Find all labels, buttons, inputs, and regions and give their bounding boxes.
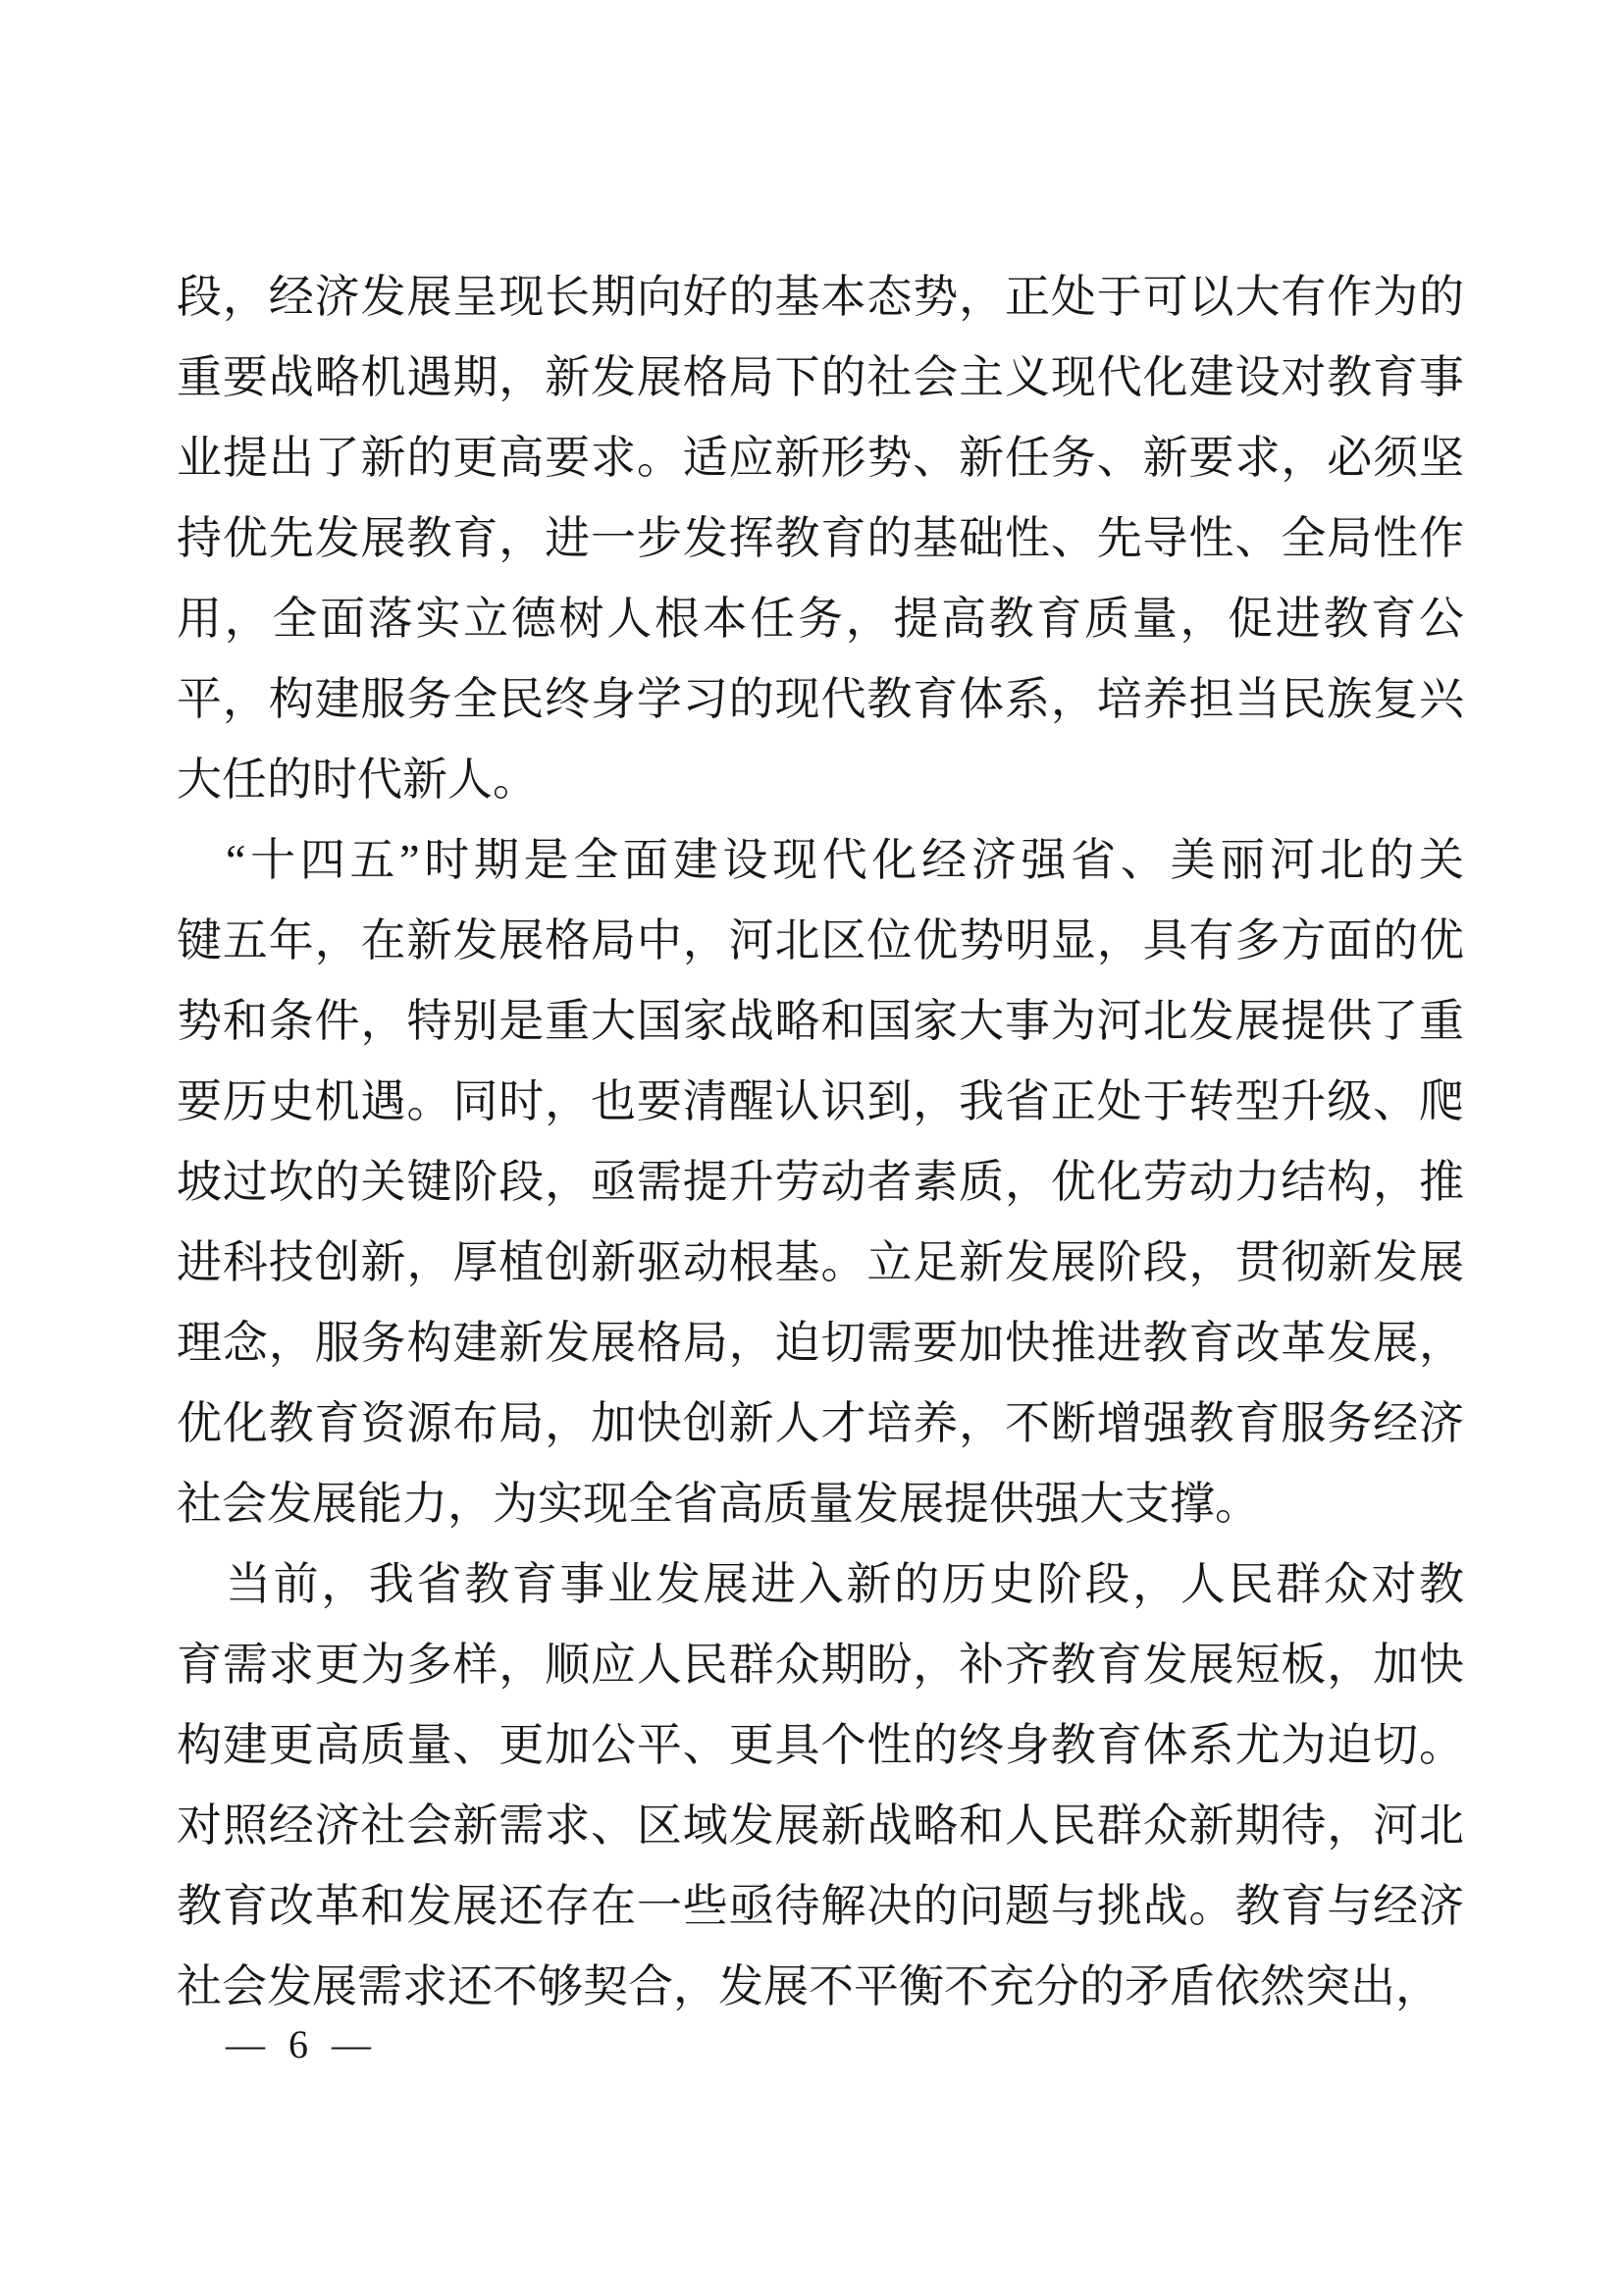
text-line: 业提出了新的更高要求。适应新形势、新任务、新要求，必须坚 [177,433,1464,483]
text-line: 对照经济社会新需求、区域发展新战略和人民群众新期待，河北 [177,1800,1464,1851]
text-line: 优化教育资源布局，加快创新人才培养，不断增强教育服务经济 [177,1398,1464,1448]
text-line: 育需求更为多样，顺应人民群众期盼，补齐教育发展短板，加快 [177,1640,1464,1690]
text-line: 平，构建服务全民终身学习的现代教育体系，培养担当民族复兴 [177,674,1464,724]
text-line: 势和条件，特别是重大国家战略和国家大事为河北发展提供了重 [177,996,1464,1046]
document-body [177,257,1464,2027]
text-line: 段，经济发展呈现长期向好的基本态势，正处于可以大有作为的 [177,272,1464,322]
text-line: 当前，我省教育事业发展进入新的历史阶段，人民群众对教 [226,1559,1464,1609]
text-line: 坡过坎的关键阶段，亟需提升劳动者素质，优化劳动力结构，推 [177,1157,1464,1207]
text-line: 用，全面落实立德树人根本任务，提高教育质量，促进教育公 [177,594,1464,644]
text-line: “十四五”时期是全面建设现代化经济强省、美丽河北的关 [226,835,1464,885]
text-line: 教育改革和发展还存在一些亟待解决的问题与挑战。教育与经济 [177,1881,1464,1931]
text-line: 社会发展能力，为实现全省高质量发展提供强大支撑。 [177,1479,1260,1529]
text-line: 理念，服务构建新发展格局，迫切需要加快推进教育改革发展， [177,1318,1464,1368]
text-line: 进科技创新，厚植创新驱动根基。立足新发展阶段，贯彻新发展 [177,1237,1464,1287]
page-number: — 6 — [226,2022,371,2066]
text-line: 要历史机遇。同时，也要清醒认识到，我省正处于转型升级、爬 [177,1076,1464,1126]
text-line: 构建更高质量、更加公平、更具个性的终身教育体系尤为迫切。 [177,1720,1464,1770]
text-line: 重要战略机遇期，新发展格局下的社会主义现代化建设对教育事 [177,352,1464,402]
text-line: 键五年，在新发展格局中，河北区位优势明显，具有多方面的优 [177,915,1464,965]
text-line: 大任的时代新人。 [177,755,538,805]
text-line: 社会发展需求还不够契合，发展不平衡不充分的矛盾依然突出， [177,1961,1441,2011]
text-line: 持优先发展教育，进一步发挥教育的基础性、先导性、全局性作 [177,513,1464,563]
